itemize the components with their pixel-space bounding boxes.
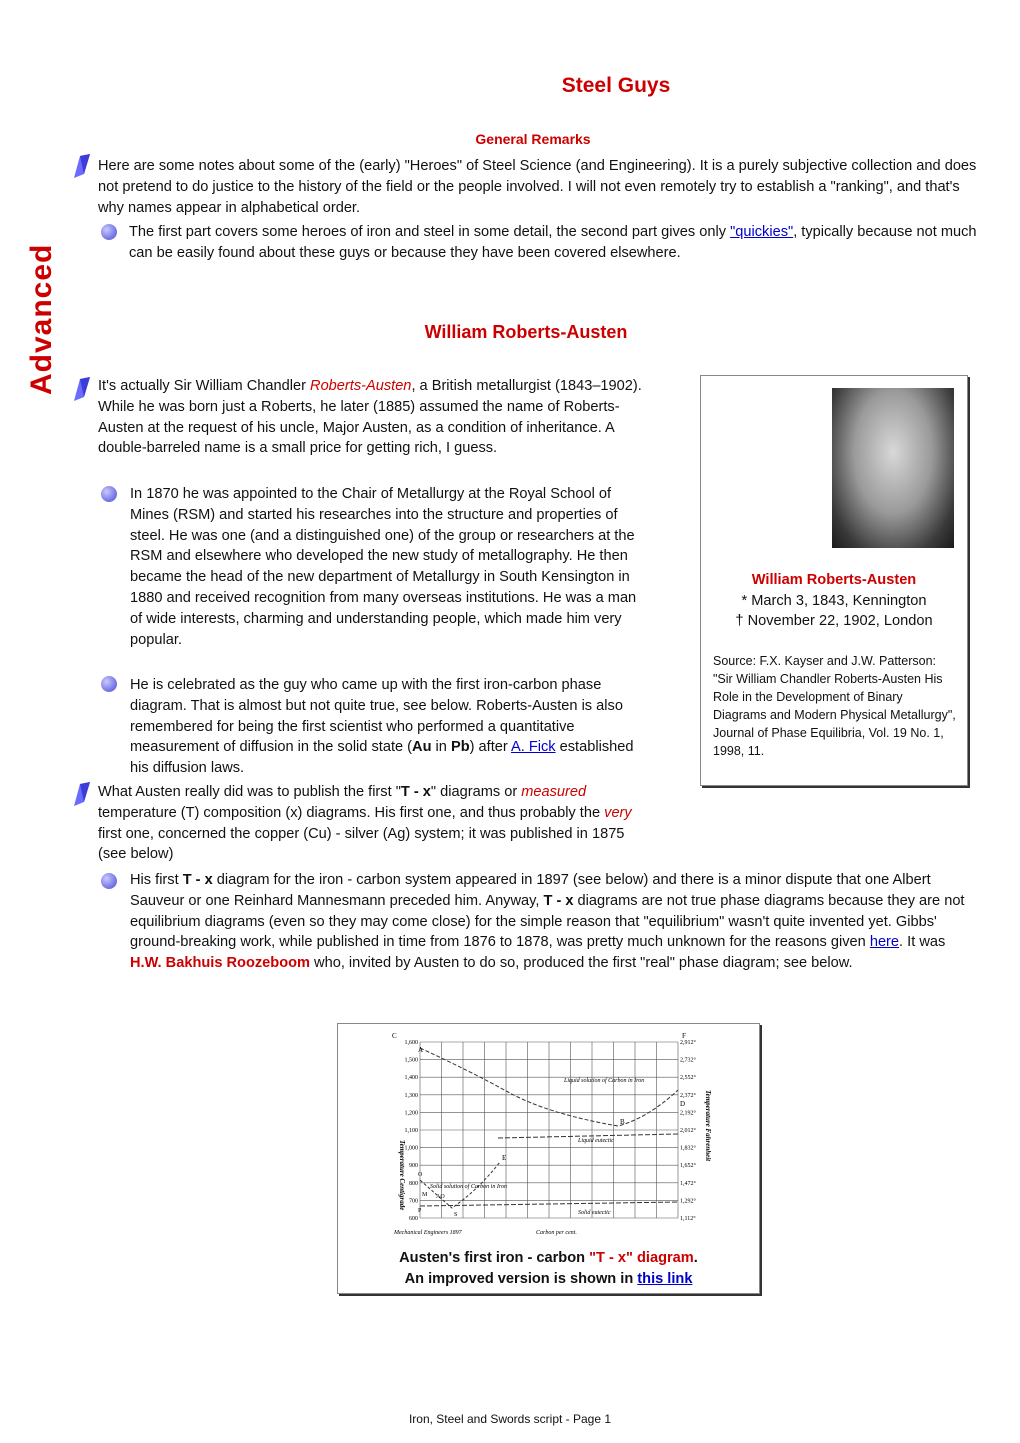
right-tick-label: 2,732°: [680, 1057, 696, 1064]
here-link[interactable]: here: [869, 934, 900, 951]
point-p: P: [418, 1208, 422, 1214]
right-tick-label: 2,372°: [680, 1092, 696, 1099]
point-d: D: [680, 1100, 686, 1108]
intro-paragraph: It's actually Sir William Chandler Roberts-Austen, a British metallurgist (1843–1902). While he was born just a Roberts, he later (1885) assumed the name of Roberts-Austen at the request of his uncle, Major Austen, as a condition of inheritance. A double-barreled name is a small price for getting rich, I guess.: [98, 378, 642, 457]
general-remarks-paragraph-2: The first part covers some heroes of iron and steel in some detail, the second part gives only "quickies", typically because not much can be easily found about these guys or because they have been covered elsewhere.: [129, 224, 977, 261]
phase-diagram-paragraph: He is celebrated as the guy who came up with the first iron-carbon phase diagram. That is almost but not quite true, see below. Roberts-Austen is also remembered for being the first scientist who performed a quantitative measurement of diffusion in the solid state (Au in Pb) after A. Fick established his diffusion laws.: [130, 677, 634, 777]
left-tick-label: 800: [409, 1180, 418, 1187]
page-title: Steel Guys: [561, 74, 671, 97]
figure-box: [337, 1023, 760, 1294]
career-paragraph: In 1870 he was appointed to the Chair of Metallurgy at the Royal School of Mines (RSM) and started his researches into the structure and properties of steel. He was one (and a distinguished one) of the group or researchers at the RSM and elsewhere who developed the new study of metallography. He then became the head of the new department of Metallurgy in South Kensington in 1880 and received recognition from many overseas institutions. He was a man of wide interests, charming and understanding people, which made him very popular.: [130, 486, 637, 648]
this-link[interactable]: this link: [637, 1270, 693, 1287]
bullet-dot-icon: [101, 676, 117, 692]
left-axis-unit: C: [392, 1032, 397, 1040]
portrait-born: * March 3, 1843, Kennington: [741, 592, 927, 609]
right-tick-label: 2,012°: [680, 1128, 696, 1134]
portrait-source: Source: F.X. Kayser and J.W. Patterson: "Sir William Chandler Roberts-Austen His Role in the Development of Binary Diagrams and Modern Physical Metallurgy", Journal of Phase Equilibria, Vol. 19 No. 1, 1998, 11.: [713, 654, 956, 758]
bullet-dot-icon: [101, 873, 117, 889]
label-solid-solution: Solid solution of Carbon in Iron: [430, 1184, 507, 1190]
left-tick-label: 1,300: [404, 1092, 418, 1099]
bullet-dot-icon: [101, 486, 117, 502]
point-s: S: [454, 1212, 458, 1218]
right-tick-label: 1,832°: [680, 1145, 696, 1152]
section-heading: William Roberts-Austen: [424, 322, 628, 342]
left-tick-label: 1,600: [404, 1040, 418, 1046]
point-a: A: [418, 1046, 424, 1054]
fe-c-diagram: [388, 1030, 718, 1242]
x-axis-label: Carbon per cent.: [536, 1230, 577, 1236]
diagram-grid: [420, 1042, 678, 1218]
point-e: E: [502, 1154, 507, 1162]
bullet-dot-icon: [101, 224, 117, 240]
page-footer: Iron, Steel and Swords script - Page 1: [408, 1412, 612, 1426]
quickies-link[interactable]: "quickies": [730, 224, 794, 240]
general-remarks-paragraph: Here are some notes about some of the (early) "Heroes" of Steel Science (and Engineering). It is a purely subjective collection and does not pretend to do justice to the history of the field or the people involved. I will not even remotely try to establish a "ranking", and that's why names appear in alphabetical order.: [98, 158, 977, 216]
right-tick-label: 2,552°: [680, 1075, 696, 1082]
right-tick-label: 2,192°: [680, 1110, 696, 1117]
general-remarks-heading: General Remarks: [475, 131, 591, 147]
portrait-box: [700, 375, 968, 786]
right-tick-label: 1,652°: [680, 1163, 696, 1170]
figure-caption: Austen's first iron - carbon "T - x" diagram. An improved version is shown in this link: [399, 1250, 698, 1287]
left-tick-label: 1,000: [404, 1145, 418, 1152]
diagram-footnote: Mechanical Engineers 1897: [394, 1230, 462, 1236]
point-ao: AO: [436, 1194, 445, 1200]
left-tick-label: 900: [409, 1163, 418, 1170]
left-tick-label: 1,400: [404, 1075, 418, 1082]
iron-carbon-paragraph: His first T - x diagram for the iron - carbon system appeared in 1897 (see below) and there is a minor dispute that one Albert Sauveur or one Reinhard Mannesmann preceded him. Anyway, T - x diagrams are not true phase diagrams because they are not equilibrium diagrams (even so they may come close) for the simple reason that "equilibrium" wasn't quite invented yet. Gibbs' ground-breaking work, while published in time from 1876 to 1878, was pretty much unknown for the reasons given here. It was H.W. Bakhuis Roozeboom who, invited by Austen to do so, produced the first "real" phase diagram; see below.: [130, 872, 965, 972]
left-tick-label: 1,200: [404, 1110, 418, 1117]
label-solid-eutectic: Solid eutectic: [578, 1210, 611, 1216]
fick-link[interactable]: A. Fick: [511, 739, 556, 756]
left-tick-label: 1,100: [404, 1128, 418, 1134]
right-tick-label: 1,292°: [680, 1198, 696, 1205]
portrait-photo: [832, 388, 954, 548]
right-tick-label: 1,472°: [680, 1180, 696, 1187]
right-tick-label: 2,912°: [680, 1040, 696, 1046]
portrait-caption: [701, 570, 967, 632]
blue-flag-icon: [72, 154, 90, 178]
portrait-died: † November 22, 1902, London: [735, 613, 933, 629]
right-axis-unit: F: [682, 1032, 686, 1040]
right-axis-title: Temperature Fahrenheit: [704, 1090, 712, 1162]
left-tick-label: 1,500: [404, 1057, 418, 1064]
left-axis-title: Temperature Centigrade: [398, 1140, 406, 1211]
advanced-side-label: Advanced: [25, 243, 58, 395]
label-liquid-eutectic: Liquid eutectic: [578, 1138, 614, 1144]
blue-flag-icon: [72, 377, 90, 401]
point-b: B: [620, 1118, 625, 1126]
point-m: M: [422, 1192, 428, 1198]
right-tick-label: 1,112°: [680, 1216, 696, 1222]
tx-diagram-paragraph: What Austen really did was to publish the first "T - x" diagrams or measured temperature (T) composition (x) diagrams. His first one, and thus probably the very first one, concerned the copper (Cu) - silver (Ag) system; it was published in 1875 (see below): [98, 784, 632, 863]
label-liquid-solution: Liquid solution of Carbon in Iron: [564, 1078, 645, 1084]
left-tick-label: 700: [409, 1198, 418, 1205]
portrait-name: William Roberts-Austen: [751, 572, 917, 588]
left-tick-label: 600: [409, 1216, 418, 1222]
point-o: O: [418, 1172, 423, 1178]
blue-flag-icon: [72, 782, 90, 806]
